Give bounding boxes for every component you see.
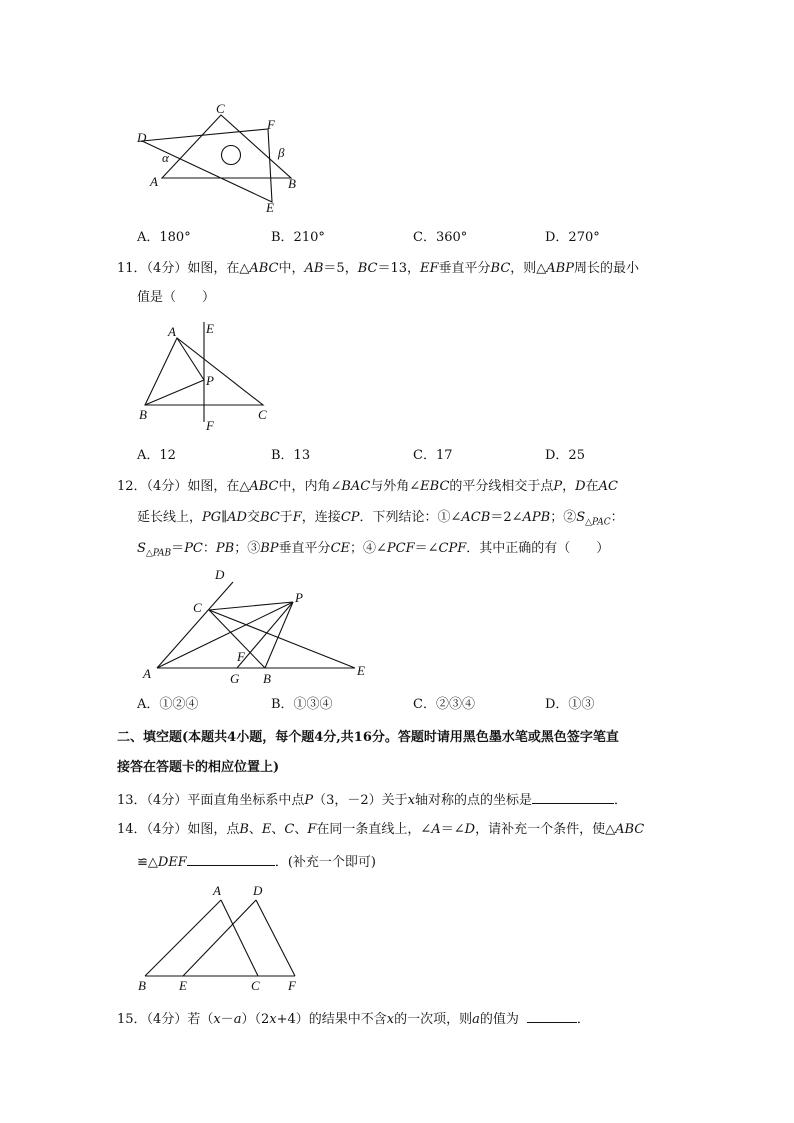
q12-option-b[interactable]: B．①③④ [271,697,333,712]
label-g: G [230,671,240,686]
segment-ac [221,900,258,976]
label-e: E [206,321,214,336]
label-b: B [139,407,147,422]
segment-de [183,900,256,976]
label-p: P [206,373,214,388]
q11-option-d[interactable]: D．25 [545,448,585,463]
label-a: A [150,174,158,189]
label-f: F [237,649,245,664]
q11-option-a[interactable]: A．12 [137,448,176,463]
line-ad [157,582,233,668]
label-d: D [137,130,147,145]
q12-line2: 延长线上，PG∥AD交BC于F，连接CP．下列结论：①∠ACB＝2∠APB；$②S_{\triangle PAC}$： [137,510,624,528]
label-beta: β [278,145,285,160]
q15-answer-blank[interactable] [527,1010,577,1023]
q12-line3: $S_{\triangle PAB}=PC$：PB；③BP垂直平分CE；④∠PCF＝∠CPF．其中正确的有（ ） [137,541,610,559]
q11-line1: 11．（4分）如图，在△ABC中，AB＝5，BC＝13，EF垂直平分BC，则△ABP周长的最小 [117,261,639,276]
label-e: E [357,663,365,678]
section2-heading-line1: 二、填空题(本题共4小题，每个题4分,共16分。答题时请用黑色墨水笔或黑色签字笔直 [117,730,619,745]
label-c: C [216,101,225,116]
q14-figure [133,880,313,996]
q10-option-a[interactable]: A．180° [137,230,191,245]
q14-line2: ≌△DEF ．(补充一个即可) [137,855,376,870]
label-f: F [267,117,275,132]
line-cp [209,602,293,610]
q10-option-c[interactable]: C．360° [413,230,468,245]
q11-option-b[interactable]: B．13 [271,448,311,463]
q12-option-a[interactable]: A．①②④ [137,697,199,712]
label-b: B [288,176,296,191]
label-c: C [251,978,260,993]
q12-figure [133,565,378,687]
q10-option-d[interactable]: D．270° [545,230,600,245]
segment-bp [145,380,204,405]
q14-answer-blank[interactable] [187,853,275,866]
label-a: A [168,324,176,339]
q14-line1: 14．（4分）如图，点B、E、C、F在同一条直线上，∠A＝∠D，请补充一个条件，使△ABC [117,822,645,837]
q12-option-d[interactable]: D．①③ [545,697,595,712]
label-f: F [288,978,296,993]
label-alpha: α [162,150,169,165]
q12-option-c[interactable]: C．②③④ [413,697,475,712]
q13-answer-blank[interactable] [532,791,614,804]
line-ce [209,610,355,668]
line-bp [265,602,293,668]
q11-option-c[interactable]: C．17 [413,448,453,463]
label-d: D [253,883,263,898]
label-f: F [206,418,214,433]
q11-figure [133,318,283,436]
label-p: P [295,590,303,605]
q10-figure [130,98,310,216]
triangle-def [142,129,272,202]
line-gp [237,602,293,668]
q13-line: 13．（4分）平面直角坐标系中点P（3，－2）关于x轴对称的点的坐标是 ． [117,793,627,808]
q10-option-b[interactable]: B．210° [271,230,325,245]
q15-line: 15．（4分）若（x－a）（2x+4）的结果中不含x的一次项，则a的值为 ． [117,1012,590,1027]
label-b: B [138,978,146,993]
segment-df [256,900,295,976]
segment-ab [145,900,221,976]
label-c: C [193,600,202,615]
label-c: C [258,407,267,422]
label-e: E [179,978,187,993]
section2-heading-line2: 接答在答题卡的相应位置上) [117,760,280,775]
label-a: A [213,883,221,898]
label-d: D [215,567,225,582]
label-b: B [263,671,271,686]
center-circle [222,146,241,165]
q12-line1: 12．（4分）如图，在△ABC中，内角∠BAC与外角∠EBC的平分线相交于点P，D在AC [117,479,618,494]
segment-ap [177,338,204,380]
label-e: E [266,200,274,215]
q11-line2: 值是（ ） [137,290,216,305]
label-a: A [143,666,151,681]
